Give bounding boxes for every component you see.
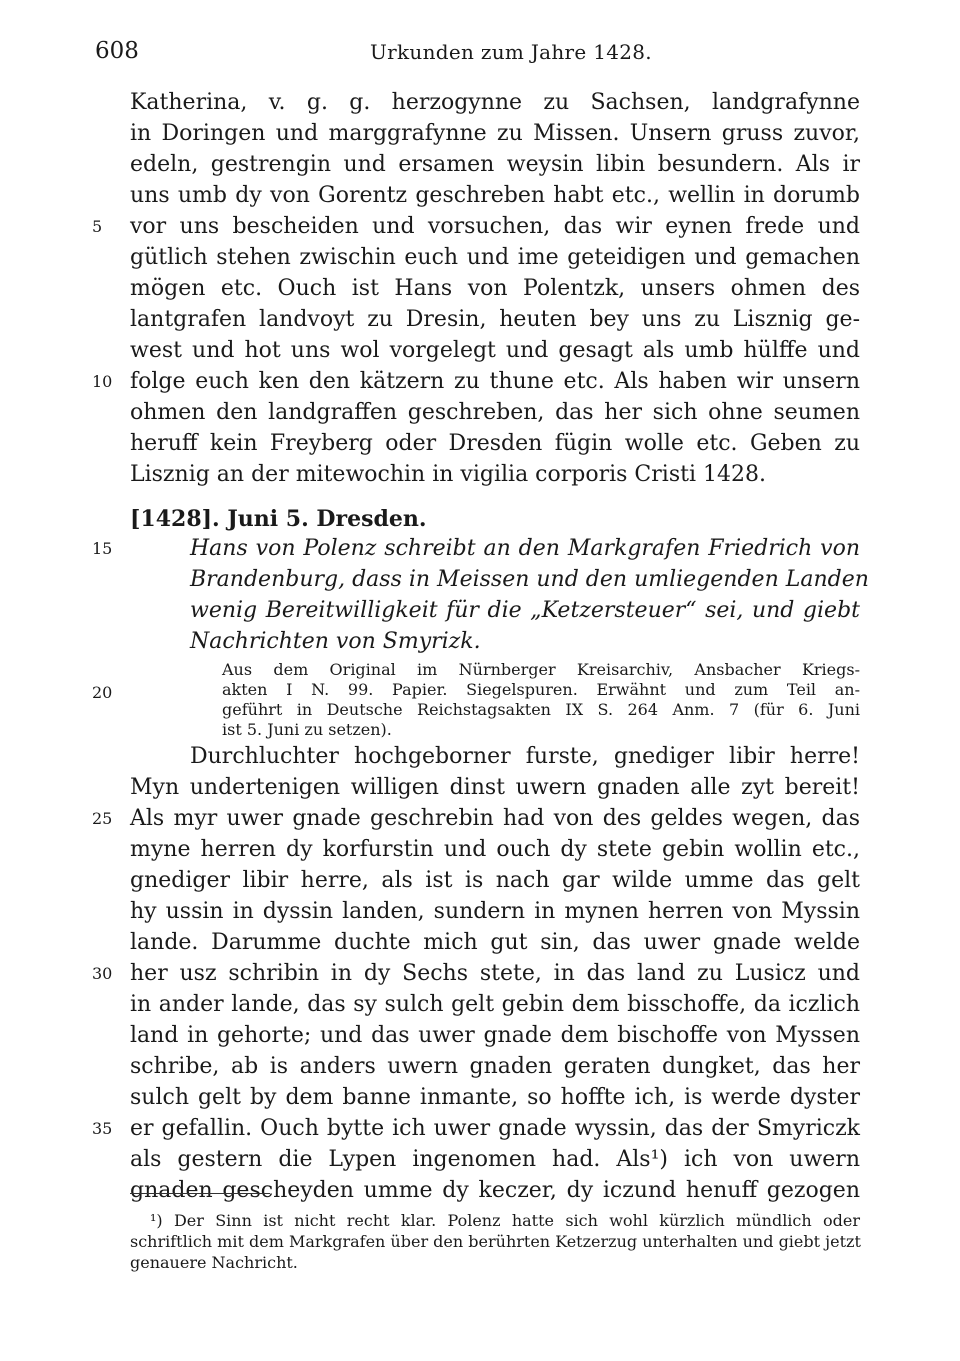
line-number: 35 <box>92 1119 113 1138</box>
source-note-line: Aus dem Original im Nürnberger Kreisarchiv, Ansbacher Kriegs- <box>222 660 860 679</box>
letter2-line: Durchluchter hochgeborner furste, gnediger libir herre! <box>190 744 860 769</box>
summary-line: Brandenburg, dass in Meissen und den umliegenden Landen <box>190 567 869 592</box>
source-note-line: geführt in Deutsche Reichstagsakten IX S. 264 Anm. 7 (für 6. Juni <box>222 700 860 719</box>
letter1-line: vor uns bescheiden und vorsuchen, das wir eynen frede und <box>130 214 860 239</box>
footnote-rule <box>130 1193 270 1194</box>
line-number: 15 <box>92 539 113 558</box>
letter2-line: er gefallin. Ouch bytte ich uwer gnade wyssin, das der Smyriczk <box>130 1116 860 1141</box>
letter2-line: Als myr uwer gnade geschrebin had von des geldes wegen, das <box>130 806 860 831</box>
source-note-line: akten I N. 99. Papier. Siegelspuren. Erwähnt und zum Teil an- <box>222 680 860 699</box>
source-note-line: ist 5. Juni zu setzen). <box>222 720 392 739</box>
letter2-line: her usz schribin in dy Sechs stete, in das land zu Lusicz und <box>130 961 860 986</box>
letter1-line: Katherina, v. g. g. herzogynne zu Sachsen, landgrafynne <box>130 90 860 115</box>
letter1-line: in Doringen und marggrafynne zu Missen. Unsern gruss zuvor, <box>130 121 860 146</box>
letter2-line: gnediger libir herre, als ist is nach gar wilde umme das gelt <box>130 868 860 893</box>
letter1-line: Lisznig an der mitewochin in vigilia corporis Cristi 1428. <box>130 462 766 487</box>
letter2-line: als gestern die Lypen ingenomen had. Als¹) ich von uwern <box>130 1147 860 1172</box>
letter2-line: sulch gelt by dem banne inmante, so hoffte ich, is werde dyster <box>130 1085 860 1110</box>
line-number: 10 <box>92 372 113 391</box>
running-head: Urkunden zum Jahre 1428. <box>370 40 652 64</box>
line-number: 5 <box>92 217 103 236</box>
letter1-line: heruff kein Freyberg oder Dresden fügin wolle etc. Geben zu <box>130 431 860 456</box>
letter1-line: gütlich stehen zwischin euch und ime geteidigen und gemachen <box>130 245 860 270</box>
letter1-line: folge euch ken den kätzern zu thune etc. Als haben wir unsern <box>130 369 860 394</box>
summary-line: wenig Bereitwilligkeit für die „Ketzersteuer“ sei, und giebt <box>190 598 860 623</box>
letter2-line: hy ussin in dyssin landen, sundern in mynen herren von Myssin <box>130 899 860 924</box>
page-number: 608 <box>95 38 139 64</box>
line-number: 20 <box>92 683 113 702</box>
letter1-line: mögen etc. Ouch ist Hans von Polentzk, unsers ohmen des <box>130 276 860 301</box>
letter2-line: schribe, ab is anders uwern gnaden geraten dungket, das her <box>130 1054 860 1079</box>
letter1-line: lantgrafen landvoyt zu Dresin, heuten bey uns zu Lisznig ge- <box>130 307 860 332</box>
footnote-line: schriftlich mit dem Markgrafen über den berührten Ketzerzug unterhalten und giebt jetzt <box>130 1232 861 1251</box>
letter2-line: land in gehorte; und das uwer gnade dem bischoffe von Myssen <box>130 1023 860 1048</box>
line-number: 25 <box>92 809 113 828</box>
summary-line: Hans von Polenz schreibt an den Markgrafen Friedrich von <box>190 536 860 561</box>
letter1-line: ohmen den landgraffen geschreben, das her sich ohne seumen <box>130 400 860 425</box>
page-header <box>95 38 865 72</box>
letter2-line: Myn undertenigen willigen dinst uwern gnaden alle zyt bereit! <box>130 775 860 800</box>
letter2-line: lande. Darumme duchte mich gut sin, das uwer gnade welde <box>130 930 860 955</box>
letter1-line: west und hot uns wol vorgelegt und gesagt als umb hülffe und <box>130 338 860 363</box>
letter2-line: in ander lande, das sy sulch gelt gebin dem bisschoffe, da iczlich <box>130 992 860 1017</box>
summary-line: Nachrichten von Smyrizk. <box>190 629 481 654</box>
line-number: 30 <box>92 964 113 983</box>
footnote-line: ¹) Der Sinn ist nicht recht klar. Polenz hatte sich wohl kürzlich mündlich oder <box>150 1211 860 1230</box>
letter1-line: edeln, gestrengin und ersamen weysin libin besundern. Als ir <box>130 152 860 177</box>
footnote-line: genauere Nachricht. <box>130 1253 298 1272</box>
letter1-line: uns umb dy von Gorentz geschreben habt etc., wellin in dorumb <box>130 183 860 208</box>
letter2-line: myne herren dy korfurstin und ouch dy stete gebin wollin etc., <box>130 837 860 862</box>
entry-heading: [1428]. Juni 5. Dresden. <box>130 506 427 532</box>
letter2-line: gnaden gescheyden umme dy keczer, dy iczund henuff gezogen <box>130 1178 860 1203</box>
